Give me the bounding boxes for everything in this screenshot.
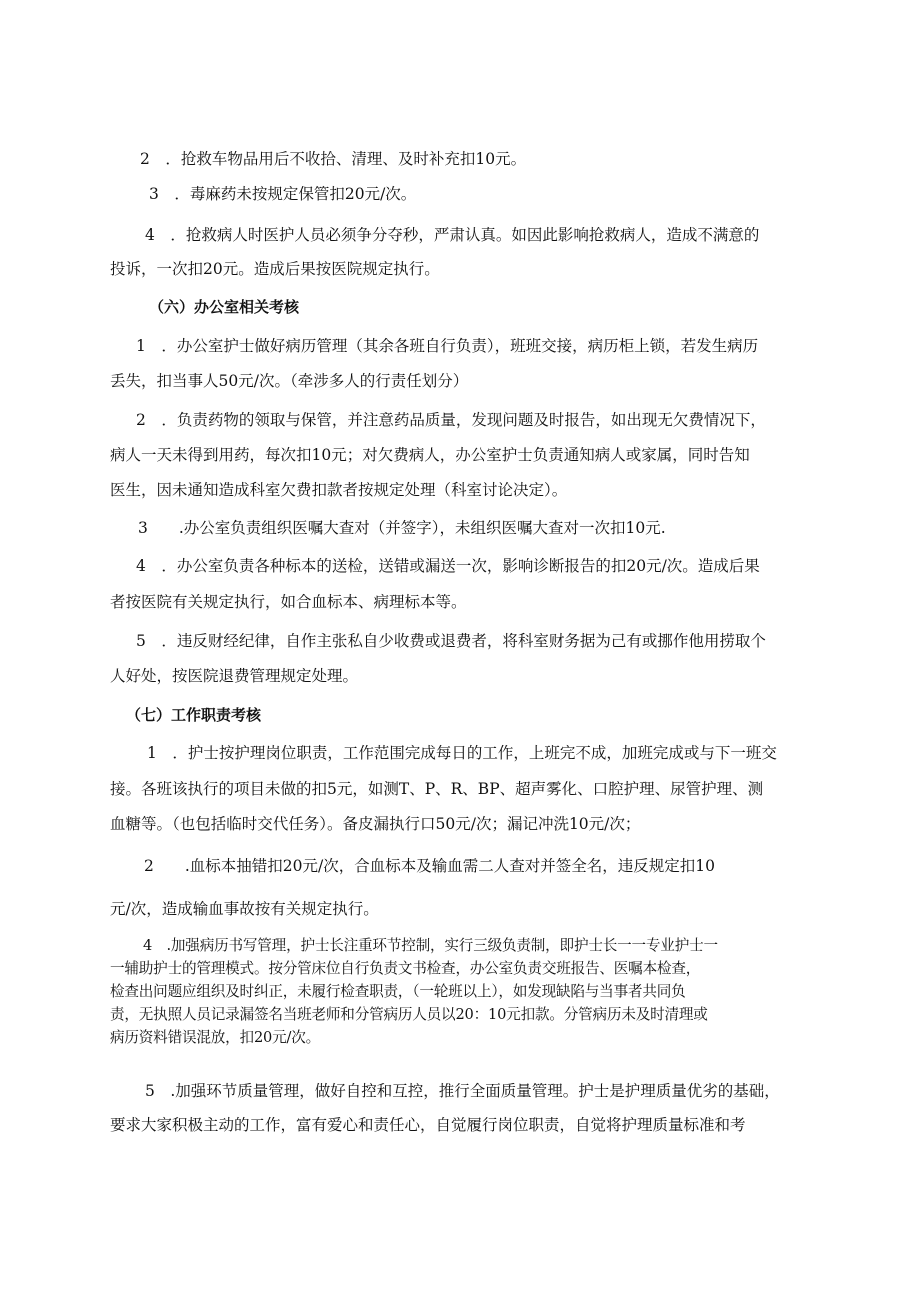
text-line: 病人一天未得到用药，每次扣10元；对欠费病人，办公室护士负责通知病人或家属，同时告知 [110,446,750,464]
text-line: 2 .血标本抽错扣20元/次，合血标本及输血需二人查对并签全名，违反规定扣10 [144,857,715,875]
text-line: 一辅助护士的管理模式。按分管床位自行负责文书检查，办公室负责交班报告、医嘱本检查， [110,960,701,977]
text-line: 4 .加强病历书写管理，护士长注重环节控制，实行三级负责制，即护士长一一专业护士一 [143,937,718,954]
text-line: 4 ．抢救病人时医护人员必须争分夺秒，严肃认真。如因此影响抢救病人，造成不满意的 [145,226,760,244]
text-line: 责，无执照人员记录漏签名当班老师和分管病历人员以20：10元扣款。分管病历未及时清理或 [110,1006,708,1023]
text-line: 4 ．办公室负责各种标本的送检，送错或漏送一次，影响诊断报告的扣20元/次。造成后果 [136,557,760,575]
text-line: 5 ．违反财经纪律，自作主张私自少收费或退费者，将科室财务据为己有或挪作他用捞取个 [136,632,766,650]
text-line: 丢失，扣当事人50元/次。（牵涉多人的行责任划分） [110,372,469,390]
text-line: 投诉，一次扣20元。造成后果按医院规定执行。 [110,260,440,278]
text-line: 医生，因未通知造成科室欠费扣款者按规定处理（科室讨论决定）。 [110,481,568,499]
text-line: 3 .办公室负责组织医嘱大查对（并签字），未组织医嘱大查对一次扣10元. [138,519,666,537]
text-line: 元/次，造成输血事故按有关规定执行。 [110,900,379,918]
text-line: 接。各班该执行的项目未做的扣5元，如测T、P、R、BP、超声雾化、口腔护理、尿管护理、测 [110,780,764,798]
text-line: 1 ．护士按护理岗位职责，工作范围完成每日的工作，上班完不成，加班完成或与下一班交 [147,744,777,762]
text-line: 要求大家积极主动的工作，富有爱心和责任心，自觉履行岗位职责，自觉将护理质量标准和考 [110,1116,746,1134]
text-line: 1 ．办公室护士做好病历管理（其余各班自行负责），班班交接，病历柜上锁，若发生病历 [136,337,759,355]
text-line: 血糖等。（也包括临时交代任务）。备皮漏执行口50元/次；漏记冲洗10元/次； [110,815,641,833]
text-line: 者按医院有关规定执行，如合血标本、病理标本等。 [110,593,467,611]
text-line: 人好处，按医院退费管理规定处理。 [110,667,359,685]
section-heading: （七）工作职责考核 [126,706,262,724]
text-line: 病历资料错误混放，扣20元/次。 [110,1029,321,1046]
text-line: 5 .加强环节质量管理，做好自控和互控，推行全面质量管理。护士是护理质量优劣的基础， [145,1082,780,1100]
text-line: 2 ．负责药物的领取与保管，并注意药品质量，发现问题及时报告，如出现无欠费情况下， [136,411,766,429]
text-line: 3 ．毒麻药未按规定保管扣20元/次。 [149,185,417,203]
text-line: 检查出问题应组织及时纠正，未履行检查职责，（一轮班以上），如发现缺陷与当事者共同负 [110,983,686,1000]
text-line: 2 ．抢救车物品用后不收拾、清理、及时补充扣10元。 [140,150,527,168]
section-heading: （六）办公室相关考核 [149,298,300,316]
